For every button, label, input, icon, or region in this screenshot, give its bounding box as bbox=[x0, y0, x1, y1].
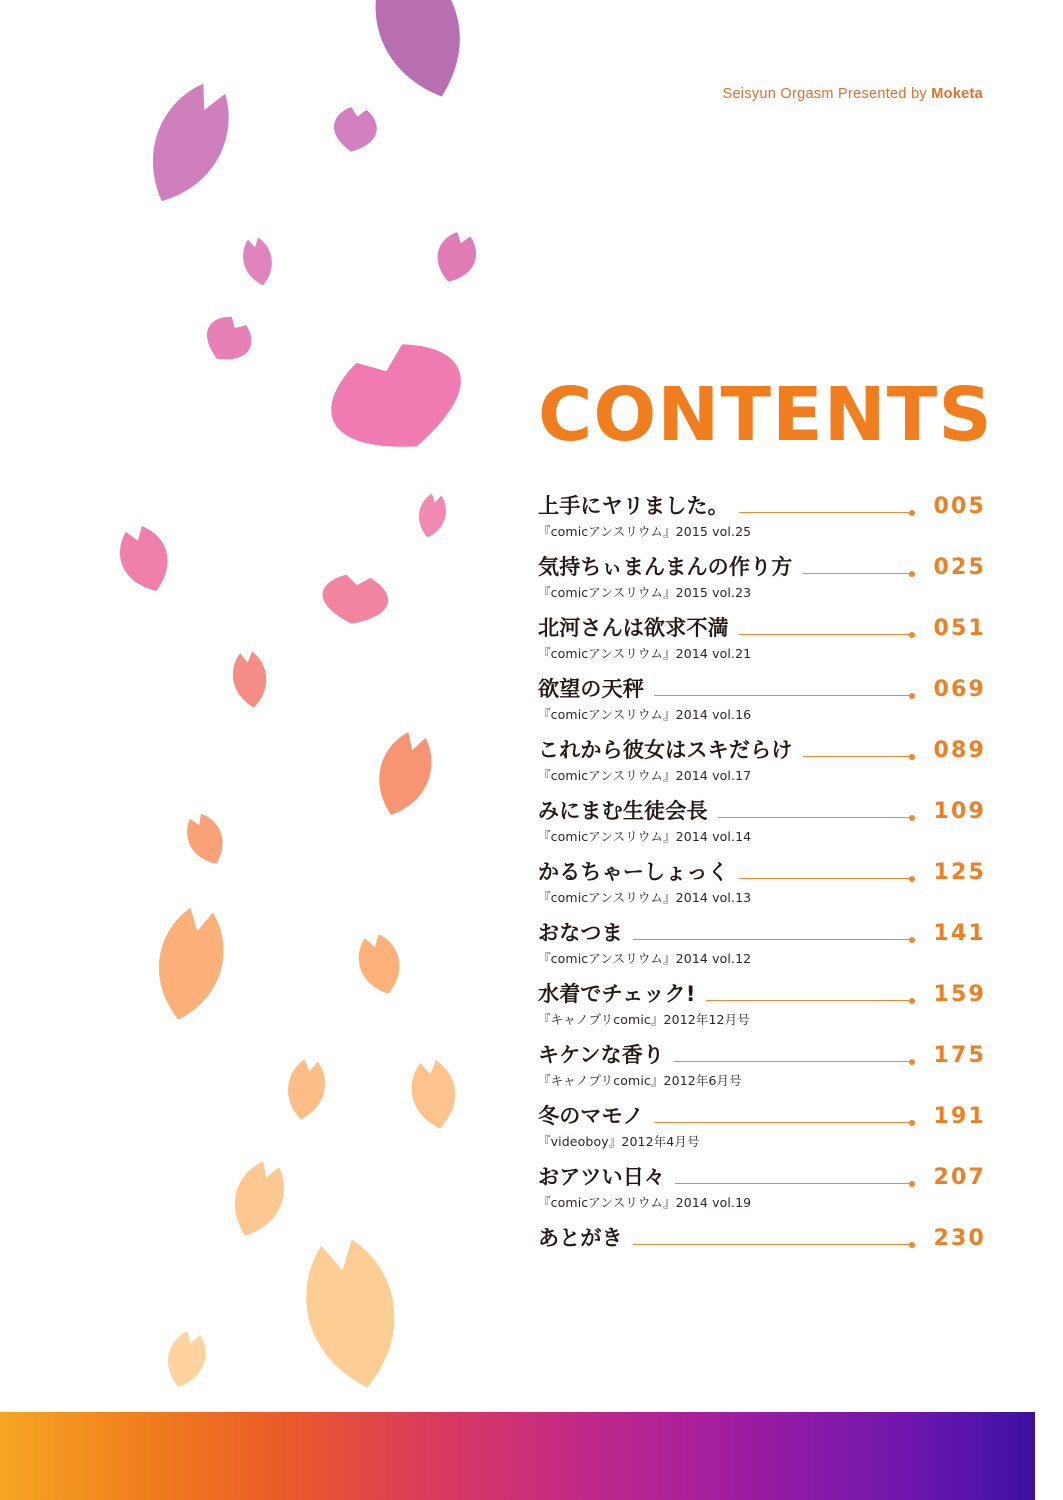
toc-entry-row bbox=[538, 673, 986, 703]
toc-entry-page-number: 069 bbox=[933, 677, 986, 702]
toc-leader-line bbox=[706, 1000, 914, 1001]
toc-leader-line bbox=[674, 1061, 914, 1062]
toc-entry-source: 『comicアンスリウム』2015 vol.23 bbox=[538, 585, 752, 600]
presented-by-credit bbox=[722, 86, 983, 102]
toc-entry-row bbox=[538, 551, 986, 581]
toc-entry-title: 気持ちぃまんまんの作り方 bbox=[538, 555, 793, 579]
toc-leader-line bbox=[675, 1183, 914, 1184]
toc-entry-title: 北河さんは欲求不満 bbox=[538, 616, 729, 640]
toc-entry-row bbox=[538, 978, 986, 1008]
toc-entry-page-number: 051 bbox=[933, 616, 986, 641]
toc-entry[interactable] bbox=[538, 917, 986, 967]
toc-entry-title: 上手にヤリました。 bbox=[538, 494, 729, 518]
toc-entry[interactable] bbox=[538, 734, 986, 784]
petal-shape bbox=[415, 492, 450, 541]
toc-leader-line bbox=[803, 573, 914, 574]
petal-shape bbox=[361, 0, 480, 109]
toc-entry[interactable] bbox=[538, 490, 986, 540]
toc-entry-source: 『comicアンスリウム』2015 vol.25 bbox=[538, 524, 752, 539]
toc-entry[interactable] bbox=[538, 1222, 986, 1252]
toc-entry-title: かるちゃーしょっく bbox=[538, 860, 729, 884]
petal-shape bbox=[283, 1057, 329, 1122]
petal-shape bbox=[353, 931, 408, 1000]
petal-shape bbox=[161, 1328, 211, 1392]
toc-entry-page-number: 109 bbox=[933, 799, 986, 824]
toc-leader-line bbox=[633, 1244, 914, 1245]
toc-entry-source: 『キャノプリcomic』2012年12月号 bbox=[538, 1012, 750, 1027]
toc-entry-source: 『videoboy』2012年4月号 bbox=[538, 1134, 700, 1149]
toc-entry-row bbox=[538, 917, 986, 947]
toc-entry-page-number: 175 bbox=[933, 1043, 986, 1068]
petal-shape bbox=[407, 1058, 461, 1132]
toc-leader-line bbox=[654, 1122, 914, 1123]
toc-entry-source: 『comicアンスリウム』2014 vol.13 bbox=[538, 890, 752, 905]
table-of-contents bbox=[538, 490, 986, 1263]
page-title: CONTENTS bbox=[538, 372, 993, 458]
toc-entry-source: 『comicアンスリウム』2014 vol.12 bbox=[538, 951, 752, 966]
toc-entry[interactable] bbox=[538, 1039, 986, 1089]
toc-entry[interactable] bbox=[538, 673, 986, 723]
toc-entry-title: みにまむ生徒会長 bbox=[538, 799, 708, 823]
toc-entry-page-number: 207 bbox=[933, 1165, 986, 1190]
petal-shape bbox=[367, 727, 440, 822]
toc-entry-title: キケンな香り bbox=[538, 1043, 665, 1067]
toc-entry-page-number: 025 bbox=[933, 555, 986, 580]
petal-shape bbox=[330, 105, 380, 156]
toc-entry-page-number: 230 bbox=[933, 1226, 986, 1251]
toc-entry-source: 『キャノプリcomic』2012年6月号 bbox=[538, 1073, 742, 1088]
toc-leader-line bbox=[718, 817, 914, 818]
toc-leader-line bbox=[739, 512, 914, 513]
toc-entry-page-number: 191 bbox=[933, 1104, 986, 1129]
petal-shape bbox=[295, 1234, 410, 1397]
toc-entry-title: 冬のマモノ bbox=[538, 1104, 644, 1128]
petal-shape bbox=[148, 904, 233, 1027]
toc-entry-row bbox=[538, 490, 986, 520]
sakura-petals-decoration bbox=[0, 0, 540, 1420]
toc-entry[interactable] bbox=[538, 795, 986, 845]
toc-entry-title: おアツい日々 bbox=[538, 1165, 666, 1189]
toc-entry-source: 『comicアンスリウム』2014 vol.14 bbox=[538, 829, 752, 844]
toc-entry[interactable] bbox=[538, 551, 986, 601]
petal-shape bbox=[223, 1156, 292, 1243]
toc-leader-line bbox=[739, 634, 914, 635]
toc-entry[interactable] bbox=[538, 1100, 986, 1150]
petal-shape bbox=[430, 228, 482, 287]
toc-entry-row bbox=[538, 1039, 986, 1069]
toc-entry-source: 『comicアンスリウム』2014 vol.19 bbox=[538, 1195, 752, 1210]
petal-shape bbox=[180, 810, 231, 871]
credit-author: Moketa bbox=[931, 86, 983, 102]
toc-entry-page-number: 125 bbox=[933, 860, 986, 885]
toc-entry-row bbox=[538, 612, 986, 642]
toc-entry-page-number: 141 bbox=[933, 921, 986, 946]
toc-entry-row bbox=[538, 734, 986, 764]
toc-entry-title: 欲望の天秤 bbox=[538, 677, 645, 701]
bottom-bar-right-cap bbox=[1035, 1412, 1063, 1500]
petal-shape bbox=[112, 521, 178, 599]
toc-leader-line bbox=[633, 939, 914, 940]
toc-entry-row bbox=[538, 1222, 986, 1252]
toc-entry-title: これから彼女はスキだらけ bbox=[538, 738, 793, 762]
toc-entry[interactable] bbox=[538, 612, 986, 662]
petal-shape bbox=[197, 309, 259, 370]
toc-leader-line bbox=[803, 756, 914, 757]
toc-entry-title: おなつま bbox=[538, 921, 623, 945]
toc-entry-row bbox=[538, 795, 986, 825]
toc-leader-line bbox=[739, 878, 914, 879]
toc-entry-page-number: 089 bbox=[933, 738, 986, 763]
bottom-gradient-bar bbox=[0, 1412, 1063, 1500]
toc-entry[interactable] bbox=[538, 1161, 986, 1211]
toc-entry-title: 水着でチェック! bbox=[538, 982, 696, 1006]
petal-shape bbox=[239, 236, 276, 289]
toc-entry-source: 『comicアンスリウム』2014 vol.21 bbox=[538, 646, 752, 661]
petal-shape bbox=[132, 75, 244, 215]
toc-entry-source: 『comicアンスリウム』2014 vol.17 bbox=[538, 768, 752, 783]
credit-prefix: Seisyun Orgasm Presented by bbox=[722, 86, 932, 102]
toc-entry-row bbox=[538, 856, 986, 886]
toc-leader-line bbox=[654, 695, 914, 696]
petal-shape bbox=[317, 328, 480, 471]
toc-entry-source: 『comicアンスリウム』2014 vol.16 bbox=[538, 707, 752, 722]
toc-entry-row bbox=[538, 1100, 986, 1130]
toc-entry-page-number: 005 bbox=[933, 494, 986, 519]
toc-entry[interactable] bbox=[538, 978, 986, 1028]
toc-entry[interactable] bbox=[538, 856, 986, 906]
toc-entry-page-number: 159 bbox=[933, 982, 986, 1007]
toc-entry-title: あとがき bbox=[538, 1226, 623, 1250]
petal-shape bbox=[230, 650, 270, 710]
petal-shape bbox=[319, 572, 391, 629]
toc-entry-row bbox=[538, 1161, 986, 1191]
